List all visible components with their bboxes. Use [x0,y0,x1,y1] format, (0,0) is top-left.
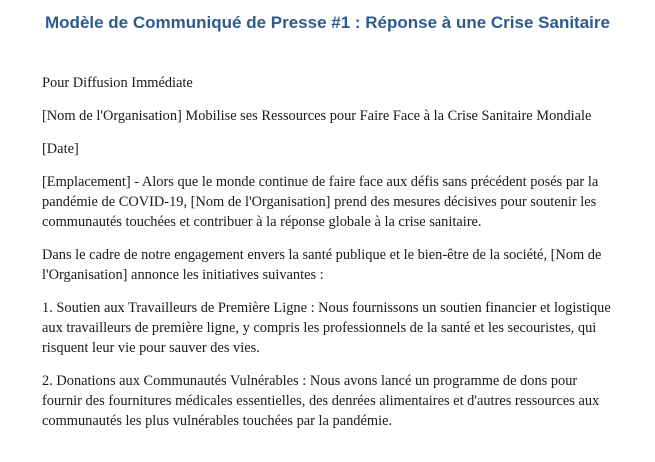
document-body [42,73,617,444]
release-label: Pour Diffusion Immédiate [42,75,193,91]
intro-paragraph: [Emplacement] - Alors que le monde continue de faire face aux défis sans précédent posés par la pandémie de COVID-19, [Nom de l'Organisation] prend des mesures décisives pour soutenir les communautés touchées et contribuer à la réponse globale à la crise sanitaire. [42,174,599,230]
document-title: Modèle de Communiqué de Presse #1 : Réponse à une Crise Sanitaire [45,13,610,32]
headline: [Nom de l'Organisation] Mobilise ses Ressources pour Faire Face à la Crise Sanitaire Mondiale [42,108,592,124]
initiative-1-paragraph: 1. Soutien aux Travailleurs de Première Ligne : Nous fournissons un soutien financier et logistique aux travailleurs de première ligne, y compris les professionnels de la santé et les secouristes, qui risquent leur vie pour sauver des vies. [42,300,611,356]
commitment-paragraph: Dans le cadre de notre engagement envers la santé publique et le bien-être de la société, [Nom de l'Organisation] annonce les initiatives suivantes : [42,247,602,283]
date-placeholder: [Date] [42,141,79,157]
initiative-2-paragraph: 2. Donations aux Communautés Vulnérables : Nous avons lancé un programme de dons pour fournir des fournitures médicales essentielles, des denrées alimentaires et d'autres ressources aux communautés les plus vulnérables touchées par la pandémie. [42,373,600,429]
